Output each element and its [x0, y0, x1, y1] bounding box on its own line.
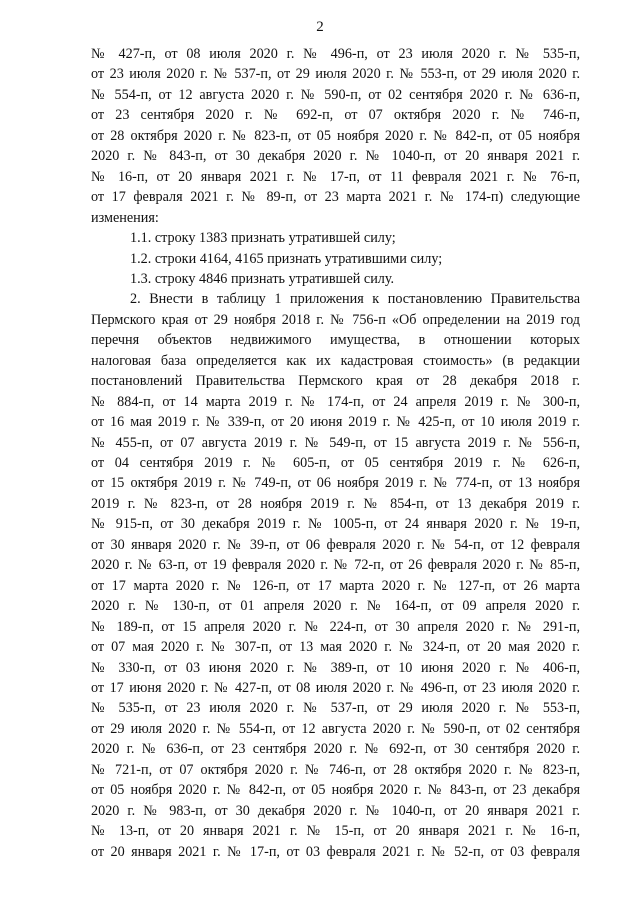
text-line: от 05 ноября 2020 г. № 842-п, от 05 ноября 2020 г. № 843-п, от 23 декабря: [91, 782, 580, 799]
text-line: 2020 г. № 63-п, от 19 февраля 2020 г. № 72-п, от 26 февраля 2020 г. № 85-п,: [91, 557, 580, 574]
text-line: постановлений Правительства Пермского края от 28 декабря 2018 г.: [91, 373, 580, 390]
text-line: 1.3. строку 4846 признать утратившей силу.: [130, 270, 395, 287]
text-line: № 455-п, от 07 августа 2019 г. № 549-п, от 15 августа 2019 г. № 556-п,: [91, 434, 580, 451]
text-line: № 884-п, от 14 марта 2019 г. № 174-п, от 24 апреля 2019 г. № 300-п,: [91, 393, 580, 410]
text-line: 1.1. строку 1383 признать утратившей силу;: [130, 230, 396, 247]
text-line: от 07 мая 2020 г. № 307-п, от 13 мая 2020 г. № 324-п, от 20 мая 2020 г.: [91, 639, 580, 656]
text-line: 2020 г. № 130-п, от 01 апреля 2020 г. № 164-п, от 09 апреля 2020 г.: [91, 598, 580, 615]
text-line: 2020 г. № 983-п, от 30 декабря 2020 г. № 1040-п, от 20 января 2021 г.: [91, 802, 580, 819]
text-line: № 16-п, от 20 января 2021 г. № 17-п, от 11 февраля 2021 г. № 76-п,: [91, 168, 580, 185]
text-line: Пермского края от 29 ноября 2018 г. № 756-п «Об определении на 2019 год: [91, 311, 580, 328]
text-line: № 915-п, от 30 декабря 2019 г. № 1005-п, от 24 января 2020 г. № 19-п,: [91, 516, 580, 533]
page-number: 2: [316, 19, 324, 35]
text-line: 2020 г. № 636-п, от 23 сентября 2020 г. № 692-п, от 30 сентября 2020 г.: [91, 741, 580, 758]
text-line: от 16 мая 2019 г. № 339-п, от 20 июня 2019 г. № 425-п, от 10 июля 2019 г.: [91, 414, 580, 431]
text-line: от 29 июля 2020 г. № 554-п, от 12 августа 2020 г. № 590-п, от 02 сентября: [91, 720, 580, 737]
text-line: от 20 января 2021 г. № 17-п, от 03 февраля 2021 г. № 52-п, от 03 февраля: [91, 843, 580, 860]
text-line: 2020 г. № 843-п, от 30 декабря 2020 г. № 1040-п, от 20 января 2021 г.: [91, 148, 580, 165]
text-line: от 15 октября 2019 г. № 749-п, от 06 ноября 2019 г. № 774-п, от 13 ноября: [91, 475, 580, 492]
text-line: от 17 марта 2020 г. № 126-п, от 17 марта 2020 г. № 127-п, от 26 марта: [91, 577, 580, 594]
text-line: № 427-п, от 08 июля 2020 г. № 496-п, от 23 июля 2020 г. № 535-п,: [91, 46, 580, 62]
text-line: от 17 февраля 2021 г. № 89-п, от 23 марта 2021 г. № 174-п) следующие: [91, 189, 580, 206]
text-line: 2019 г. № 823-п, от 28 ноября 2019 г. № 854-п, от 13 декабря 2019 г.: [91, 495, 580, 512]
text-line: перечня объектов недвижимого имущества, в отношении которых: [91, 332, 580, 349]
text-line: налоговая база определяется как их кадастровая стоимость» (в редакции: [91, 352, 580, 369]
text-line: от 23 сентября 2020 г. № 692-п, от 07 октября 2020 г. № 746-п,: [91, 107, 580, 124]
text-line: от 17 июня 2020 г. № 427-п, от 08 июля 2020 г. № 496-п, от 23 июля 2020 г.: [91, 679, 580, 696]
text-line: № 13-п, от 20 января 2021 г. № 15-п, от 20 января 2021 г. № 16-п,: [91, 823, 580, 840]
text-line: № 554-п, от 12 августа 2020 г. № 590-п, от 02 сентября 2020 г. № 636-п,: [91, 86, 580, 103]
text-line: изменения:: [91, 209, 159, 226]
text-line: от 23 июля 2020 г. № 537-п, от 29 июля 2020 г. № 553-п, от 29 июля 2020 г.: [91, 66, 580, 83]
text-line: № 535-п, от 23 июля 2020 г. № 537-п, от 29 июля 2020 г. № 553-п,: [91, 700, 580, 717]
text-line: от 30 января 2020 г. № 39-п, от 06 февраля 2020 г. № 54-п, от 12 февраля: [91, 536, 580, 553]
text-line: от 04 сентября 2019 г. № 605-п, от 05 сентября 2019 г. № 626-п,: [91, 455, 580, 471]
text-line: № 189-п, от 15 апреля 2020 г. № 224-п, от 30 апреля 2020 г. № 291-п,: [91, 618, 580, 635]
text-line: 1.2. строки 4164, 4165 признать утратившими силу;: [130, 250, 443, 267]
text-line: 2. Внести в таблицу 1 приложения к постановлению Правительства: [130, 291, 580, 308]
text-line: № 721-п, от 07 октября 2020 г. № 746-п, от 28 октября 2020 г. № 823-п,: [91, 761, 580, 778]
text-line: от 28 октября 2020 г. № 823-п, от 05 ноября 2020 г. № 842-п, от 05 ноября: [91, 127, 580, 144]
text-line: № 330-п, от 03 июня 2020 г. № 389-п, от 10 июня 2020 г. № 406-п,: [91, 659, 580, 676]
